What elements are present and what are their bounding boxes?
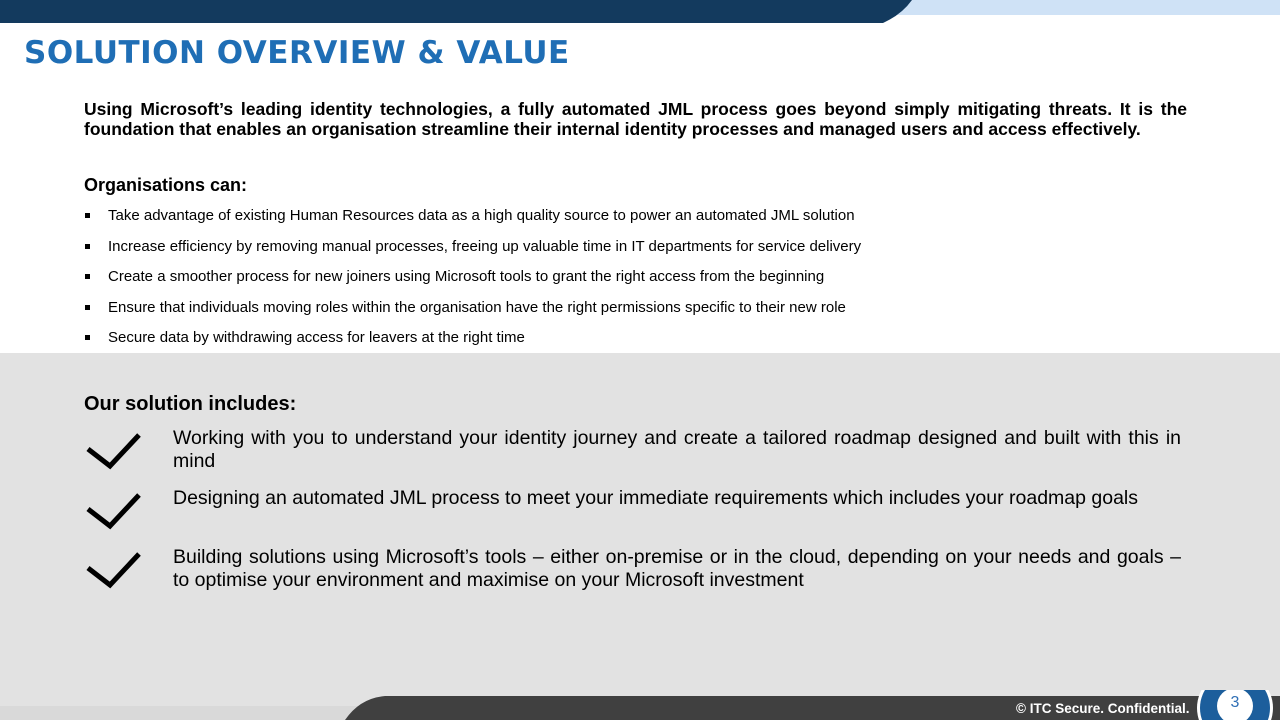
slide-title: SOLUTION OVERVIEW & VALUE [24,35,570,71]
includes-item-text: Working with you to understand your identity journey and create a tailored roadmap designed and built with this in mind [173,427,1181,472]
checkmark-icon [84,489,142,531]
list-item [84,205,861,236]
list-item [84,266,861,297]
list-item [84,297,861,328]
checkmark-icon [84,548,142,590]
abilities-list [84,205,861,358]
bullet-icon [85,305,90,310]
list-item-text: Take advantage of existing Human Resources data as a high quality source to power an automated JML solution [108,207,855,224]
includes-item-text: Building solutions using Microsoft’s tools – either on-premise or in the cloud, depending on your needs and goals – to optimise your environment and maximise on your Microsoft investment [173,546,1181,591]
list-item-text: Ensure that individuals moving roles within the organisation have the right permissions specific to their new role [108,298,846,316]
list-item-text: Secure data by withdrawing access for leavers at the right time [108,329,525,346]
organisations-heading: Organisations can: [84,175,248,195]
checkmark-icon [84,429,142,471]
includes-heading: Our solution includes: [84,393,297,415]
includes-item-text: Designing an automated JML process to meet your immediate requirements which includes your roadmap goals [173,487,1139,509]
confidential-notice: © ITC Secure. Confidential. [1016,701,1190,716]
page-number: 3 [1230,694,1240,711]
bullet-icon [85,244,90,249]
list-item-text: Create a smoother process for new joiners using Microsoft tools to grant the right access from the beginning [108,268,825,285]
list-item-text: Increase efficiency by removing manual processes, freeing up valuable time in IT departments for service delivery [108,237,862,255]
intro-paragraph: Using Microsoft’s leading identity technologies, a fully automated JML process goes beyond simply mitigating threats. It is the foundation that enables an organisation streamline their internal identity processes and managed users and access effectively. [84,99,1187,139]
bullet-icon [85,274,90,279]
header-band [0,0,1280,24]
bullet-icon [85,213,90,218]
list-item [84,236,861,267]
bullet-icon [85,335,90,340]
